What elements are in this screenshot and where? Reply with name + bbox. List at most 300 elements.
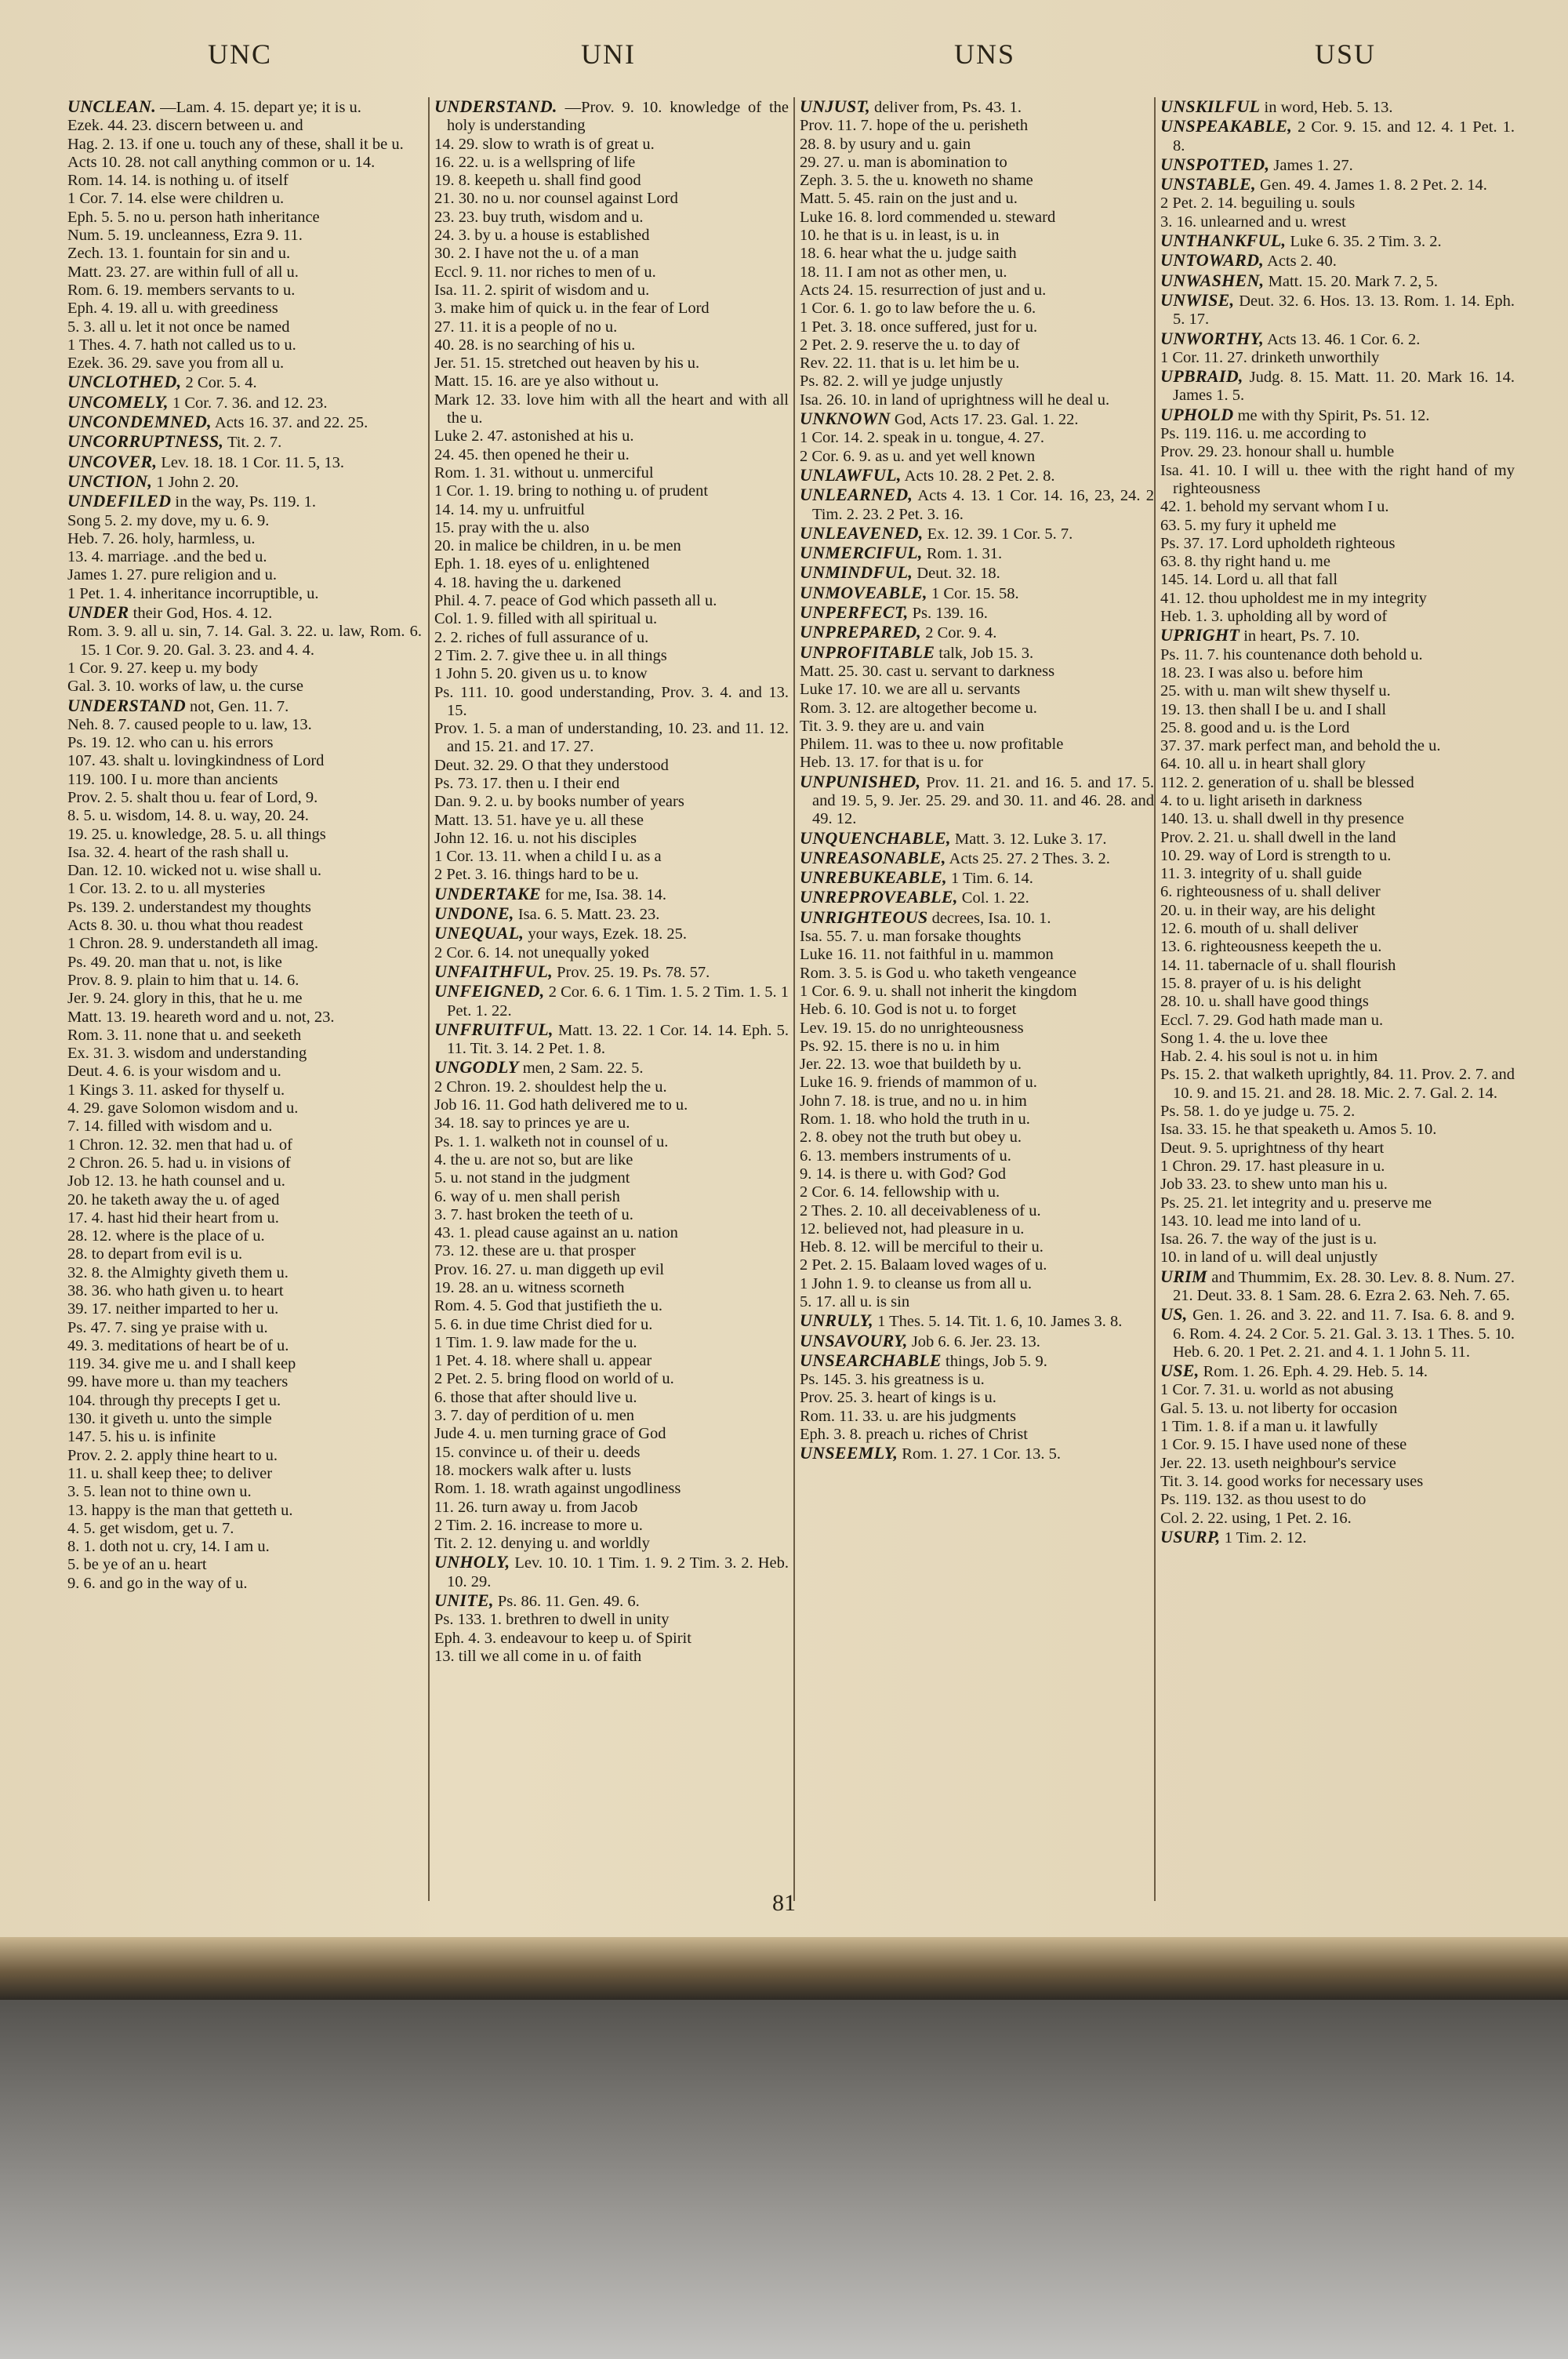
entry-text: Deut. 32. 29. O that they understood: [434, 756, 669, 774]
entry-text: Mark 12. 33. love him with all the heart and with all the u.: [434, 391, 789, 427]
entry-text: 1 Cor. 11. 27. drinketh unworthily: [1160, 348, 1380, 366]
entry-text: Heb. 7. 26. holy, harmless, u.: [67, 529, 256, 547]
entry-text: 73. 12. these are u. that prosper: [434, 1242, 636, 1260]
reference-entry: [800, 245, 1154, 263]
reference-entry: [800, 1275, 1154, 1293]
reference-entry: [800, 354, 1154, 373]
entry-text: 5. be ye of an u. heart: [67, 1556, 207, 1574]
entry-text: Job 16. 11. God hath delivered me to u.: [434, 1096, 688, 1114]
reference-entry: [67, 1063, 422, 1081]
entry-text: 1 John 5. 20. given us u. to know: [434, 665, 648, 683]
entry-text: 1 Tim. 6. 14.: [951, 870, 1033, 888]
headword: UNFRUITFUL,: [434, 1019, 554, 1039]
headword-entry: [800, 485, 1154, 524]
headword: UNCOMELY,: [67, 391, 169, 412]
reference-entry: [800, 1165, 1154, 1183]
headword: UNWASHEN,: [1160, 270, 1265, 290]
entry-text: Eph. 3. 8. preach u. riches of Christ: [800, 1426, 1028, 1444]
entry-text: Luke 6. 35. 2 Tim. 3. 2.: [1290, 233, 1442, 251]
reference-entry: [1160, 1249, 1515, 1267]
entry-text: —Lam. 4. 15. depart ye; it is u.: [160, 99, 361, 116]
headword: UPRIGHT: [1160, 625, 1240, 645]
headword: UNCLOTHED,: [67, 372, 182, 392]
entry-text: Prov. 25. 19. Ps. 78. 57.: [557, 963, 710, 981]
reference-entry: [67, 899, 422, 917]
reference-entry: [434, 793, 789, 811]
reference-entry: [434, 482, 789, 500]
headword-entry: [1160, 231, 1515, 251]
reference-entry: [1160, 443, 1515, 461]
entry-text: 2 Chron. 26. 5. had u. in visions of: [67, 1154, 291, 1172]
reference-entry: [800, 391, 1154, 409]
entry-text: 2 Pet. 2. 15. Balaam loved wages of u.: [800, 1256, 1047, 1274]
reference-entry: [1160, 1103, 1515, 1121]
entry-text: Ps. 58. 1. do ye judge u. 75. 2.: [1160, 1103, 1356, 1121]
reference-entry: [800, 117, 1154, 135]
entry-text: Prov. 25. 3. heart of kings is u.: [800, 1389, 996, 1407]
entry-text: 7. 14. filled with wisdom and u.: [67, 1118, 273, 1136]
reference-entry: [67, 1154, 422, 1172]
reference-entry: [67, 1447, 422, 1465]
entry-text: things, Job 5. 9.: [946, 1352, 1047, 1370]
entry-text: Song 1. 4. the u. love thee: [1160, 1029, 1328, 1047]
headword-entry: [800, 466, 1154, 485]
reference-entry: [800, 1426, 1154, 1444]
entry-text: their God, Hos. 4. 12.: [132, 605, 273, 623]
entry-text: Jer. 9. 24. glory in this, that he u. me: [67, 990, 303, 1008]
entry-text: 3. 16. unlearned and u. wrest: [1160, 213, 1346, 231]
reference-entry: [1160, 883, 1515, 901]
entry-text: Matt. 23. 27. are within full of all u.: [67, 263, 299, 281]
reference-entry: [800, 1256, 1154, 1274]
headword-entry: [434, 1591, 789, 1611]
reference-entry: [1160, 682, 1515, 700]
entry-text: 18. 6. hear what the u. judge saith: [800, 245, 1017, 263]
entry-text: 17. 4. hast hid their heart from u.: [67, 1209, 279, 1227]
reference-entry: [434, 519, 789, 537]
headword-entry: [67, 413, 422, 432]
entry-text: 2 Cor. 6. 14. not unequally yoked: [434, 943, 649, 961]
reference-entry: [67, 154, 422, 172]
entry-text: Tit. 2. 12. denying u. and worldly: [434, 1535, 650, 1553]
reference-entry: [434, 336, 789, 354]
headword-entry: [67, 472, 422, 492]
entry-text: Rom. 14. 14. is nothing u. of itself: [67, 172, 289, 190]
headword-entry: [800, 772, 1154, 829]
entry-text: 25. with u. man wilt shew thyself u.: [1160, 682, 1391, 700]
entry-text: 1 Thes. 4. 7. hath not called us to u.: [67, 336, 296, 354]
headword-entry: [800, 888, 1154, 907]
reference-entry: [434, 1499, 789, 1517]
reference-entry: [67, 862, 422, 880]
reference-entry: [434, 574, 789, 592]
entry-text: Ex. 12. 39. 1 Cor. 5. 7.: [927, 525, 1073, 543]
entry-text: Lev. 10. 10. 1 Tim. 1. 9. 2 Tim. 3. 2. Heb. 10. 29.: [447, 1554, 789, 1590]
reference-entry: [434, 1188, 789, 1206]
entry-text: John 12. 16. u. not his disciples: [434, 829, 637, 847]
reference-entry: [434, 944, 789, 962]
entry-text: Acts 13. 46. 1 Cor. 6. 2.: [1267, 330, 1421, 348]
entry-text: 43. 1. plead cause against an u. nation: [434, 1224, 678, 1242]
headword-entry: [800, 849, 1154, 868]
entry-text: in word, Heb. 5. 13.: [1264, 99, 1393, 116]
reference-entry: [67, 1373, 422, 1391]
headword-entry: [800, 623, 1154, 642]
entry-text: 10. in land of u. will deal unjustly: [1160, 1249, 1378, 1267]
column-divider: [793, 97, 795, 1901]
reference-entry: [434, 1407, 789, 1425]
reference-entry: [1160, 902, 1515, 920]
reference-entry: [800, 663, 1154, 681]
headword-entry: [434, 904, 789, 924]
reference-entry: [800, 946, 1154, 964]
reference-entry: [1160, 1140, 1515, 1158]
entry-text: Col. 1. 22.: [961, 889, 1029, 907]
headword-entry: [800, 908, 1154, 928]
headword: UNDONE,: [434, 903, 514, 924]
headword-entry: [800, 1351, 1154, 1371]
reference-entry: [434, 610, 789, 628]
reference-entry: [800, 1038, 1154, 1056]
entry-text: Ps. 133. 1. brethren to dwell in unity: [434, 1611, 670, 1629]
entry-text: 18. 23. I was also u. before him: [1160, 663, 1363, 682]
reference-entry: [800, 1238, 1154, 1256]
reference-entry: [800, 264, 1154, 282]
reference-entry: [1160, 938, 1515, 956]
entry-text: 4. 5. get wisdom, get u. 7.: [67, 1519, 234, 1537]
reference-entry: [800, 154, 1154, 172]
reference-entry: [67, 1245, 422, 1263]
reference-entry: [800, 429, 1154, 447]
reference-entry: [1160, 755, 1515, 773]
entry-text: Hab. 2. 4. his soul is not u. in him: [1160, 1048, 1378, 1066]
entry-text: 21. 30. no u. nor counsel against Lord: [434, 190, 678, 208]
entry-text: Eph. 1. 18. eyes of u. enlightened: [434, 555, 650, 573]
entry-text: 11. 26. turn away u. from Jacob: [434, 1498, 638, 1516]
reference-entry: [434, 684, 789, 721]
entry-text: 4. 18. having the u. darkened: [434, 573, 621, 591]
entry-text: Ps. 37. 17. Lord upholdeth righteous: [1160, 534, 1396, 552]
header-unc: UNC: [207, 38, 272, 70]
entry-text: 2 Cor. 9. 15. and 12. 4. 1 Pet. 1. 8.: [1173, 118, 1515, 154]
headword: UNMOVEABLE,: [800, 582, 927, 602]
reference-entry: [800, 448, 1154, 466]
reference-entry: [434, 190, 789, 208]
reference-entry: [800, 1129, 1154, 1147]
entry-text: 143. 10. lead me into land of u.: [1160, 1212, 1362, 1230]
reference-entry: [800, 1020, 1154, 1038]
reference-entry: [1160, 1176, 1515, 1194]
entry-text: Acts 25. 27. 2 Thes. 3. 2.: [949, 849, 1110, 867]
entry-text: 2. 2. riches of full assurance of u.: [434, 628, 649, 646]
reference-entry: [434, 264, 789, 282]
entry-text: Gal. 5. 13. u. not liberty for occasion: [1160, 1399, 1398, 1417]
reference-entry: [67, 1392, 422, 1410]
entry-text: Rom. 1. 31. without u. unmerciful: [434, 463, 654, 482]
reference-entry: [67, 1282, 422, 1300]
headword-entry: [67, 453, 422, 472]
entry-text: 119. 100. I u. more than ancients: [67, 770, 278, 788]
reference-entry: [1160, 1012, 1515, 1030]
entry-text: Matt. 13. 19. heareth word and u. not, 23.: [67, 1008, 335, 1026]
reference-entry: [1160, 1048, 1515, 1066]
entry-text: 6. righteousness of u. shall deliver: [1160, 883, 1381, 901]
entry-text: Acts 10. 28. not call anything common or u. 14.: [67, 153, 376, 171]
entry-text: 28. 10. u. shall have good things: [1160, 993, 1369, 1011]
reference-entry: [800, 336, 1154, 354]
headword-entry: [800, 1332, 1154, 1351]
headword: UNWORTHY,: [1160, 328, 1265, 348]
entry-text: 27. 11. it is a people of no u.: [434, 318, 618, 336]
reference-entry: [800, 928, 1154, 946]
header-uns: UNS: [953, 38, 1016, 70]
entry-text: James 1. 27.: [1273, 156, 1353, 174]
reference-entry: [1160, 1400, 1515, 1418]
entry-text: 2 Cor. 6. 9. as u. and yet well known: [800, 447, 1036, 465]
reference-entry: [1160, 535, 1515, 553]
entry-text: Rom. 1. 18. who hold the truth in u.: [800, 1110, 1030, 1129]
reference-entry: [67, 1556, 422, 1574]
reference-entry: [1160, 1491, 1515, 1509]
reference-entry: [434, 1078, 789, 1096]
reference-entry: [67, 1136, 422, 1154]
reference-entry: [67, 512, 422, 530]
reference-entry: [1160, 1436, 1515, 1454]
headword-entry: [800, 643, 1154, 663]
entry-text: Gen. 1. 26. and 3. 22. and 11. 7. Isa. 6. 8. and 9. 6. Rom. 4. 24. 2 Cor. 5. 21. Gal. 3. 13. 1 Thes. 5. 10. Heb. 6. 20. 1 Pet. 2. 21. and 4. 1. 1 John 5. 11.: [1173, 1307, 1515, 1361]
entry-text: Ps. 11. 7. his countenance doth behold u.: [1160, 645, 1423, 663]
reference-entry: [67, 917, 422, 935]
headword: UNWISE,: [1160, 289, 1235, 310]
headword: UNSTABLE,: [1160, 174, 1256, 194]
column-1: [67, 97, 422, 1901]
entry-text: 140. 13. u. shall dwell in thy presence: [1160, 810, 1404, 828]
entry-text: 2 Tim. 2. 16. increase to more u.: [434, 1516, 643, 1534]
reference-entry: [67, 1410, 422, 1428]
entry-text: 130. it giveth u. unto the simple: [67, 1410, 272, 1428]
reference-entry: [800, 1001, 1154, 1019]
entry-text: 2. 8. obey not the truth but obey u.: [800, 1129, 1022, 1147]
entry-text: 9. 14. is there u. with God? God: [800, 1165, 1007, 1183]
entry-text: 42. 1. behold my servant whom I u.: [1160, 498, 1389, 516]
entry-text: 63. 5. my fury it upheld me: [1160, 516, 1337, 534]
reference-entry: [434, 1114, 789, 1132]
entry-text: 4. the u. are not so, but are like: [434, 1150, 633, 1169]
reference-entry: [1160, 664, 1515, 682]
headword-entry: [434, 982, 789, 1020]
entry-text: James 1. 27. pure religion and u.: [67, 566, 278, 584]
headword: UNREASONABLE,: [800, 847, 946, 867]
headword: UNPROFITABLE: [800, 642, 935, 662]
reference-entry: [800, 736, 1154, 754]
headword: UNMERCIFUL,: [800, 543, 923, 563]
entry-text: Acts 4. 13. 1 Cor. 14. 16, 23, 24. 2 Tim. 2. 23. 2 Pet. 3. 16.: [812, 487, 1154, 523]
entry-text: Job 33. 23. to shew unto man his u.: [1160, 1176, 1388, 1194]
headword: UNTHANKFUL,: [1160, 231, 1287, 251]
entry-text: Ps. 19. 12. who can u. his errors: [67, 734, 274, 752]
headword: URIM: [1160, 1266, 1207, 1286]
reference-entry: [434, 1611, 789, 1629]
headword-entry: [1160, 405, 1515, 425]
headword-entry: [67, 97, 422, 117]
background-surface: [0, 2000, 1568, 2359]
entry-text: Matt. 15. 20. Mark 7. 2, 5.: [1268, 272, 1438, 290]
reference-entry: [67, 990, 422, 1008]
reference-entry: [434, 555, 789, 573]
reference-entry: [67, 1081, 422, 1100]
reference-entry: [800, 282, 1154, 300]
entry-text: Prov. 11. 7. hope of the u. perisheth: [800, 117, 1029, 135]
reference-entry: [434, 1279, 789, 1297]
entry-text: Zeph. 3. 5. the u. knoweth no shame: [800, 172, 1033, 190]
reference-entry: [67, 190, 422, 208]
entry-text: Deut. 32. 18.: [916, 565, 1000, 583]
entry-text: 28. 12. where is the place of u.: [67, 1227, 265, 1245]
reference-entry: [1160, 810, 1515, 828]
headword: USE,: [1160, 1361, 1200, 1381]
entry-text: 145. 14. Lord u. all that fall: [1160, 571, 1338, 589]
entry-text: 32. 8. the Almighty giveth them u.: [67, 1263, 289, 1281]
entry-text: Ps. 73. 17. then u. I their end: [434, 774, 620, 792]
entry-text: 10. 29. way of Lord is strength to u.: [1160, 846, 1392, 864]
reference-entry: [1160, 1121, 1515, 1139]
reference-entry: [67, 623, 422, 660]
reference-entry: [1160, 847, 1515, 865]
reference-entry: [434, 629, 789, 647]
entry-text: 1 Cor. 6. 9. u. shall not inherit the kingdom: [800, 982, 1077, 1000]
reference-entry: [1160, 425, 1515, 443]
entry-text: Dan. 9. 2. u. by books number of years: [434, 793, 684, 811]
reference-entry: [67, 844, 422, 862]
entry-text: Rom. 1. 27. 1 Cor. 13. 5.: [902, 1445, 1062, 1463]
headword: USURP,: [1160, 1526, 1221, 1547]
entry-text: 15. pray with the u. also: [434, 518, 590, 536]
entry-text: Acts 16. 37. and 22. 25.: [214, 414, 368, 432]
reference-entry: [800, 1147, 1154, 1165]
reference-entry: [800, 300, 1154, 318]
page-edge: [0, 1937, 1568, 2000]
reference-entry: [800, 227, 1154, 245]
headword: UNSEEMLY,: [800, 1443, 898, 1463]
reference-entry: [434, 720, 789, 757]
column-4: [1160, 97, 1515, 1901]
reference-entry: [67, 209, 422, 227]
reference-entry: [1160, 1381, 1515, 1399]
reference-entry: [67, 1483, 422, 1501]
entry-text: God, Acts 17. 23. Gal. 1. 22.: [894, 411, 1079, 429]
reference-entry: [1160, 737, 1515, 755]
entry-text: 30. 2. I have not the u. of a man: [434, 245, 639, 263]
headword: UNRULY,: [800, 1310, 873, 1331]
headword-entry: [67, 603, 422, 623]
entry-text: 1 Cor. 13. 2. to u. all mysteries: [67, 880, 266, 898]
headword: UNSPOTTED,: [1160, 154, 1270, 174]
entry-text: Rev. 22. 11. that is u. let him be u.: [800, 354, 1020, 373]
entry-text: Matt. 25. 30. cast u. servant to darkness: [800, 662, 1055, 680]
entry-text: Eccl. 9. 11. nor riches to men of u.: [434, 263, 656, 281]
reference-entry: [67, 227, 422, 245]
headword-entry: [434, 1058, 789, 1078]
entry-text: 1 Tim. 1. 9. law made for the u.: [434, 1333, 637, 1351]
reference-entry: [67, 678, 422, 696]
reference-entry: [434, 300, 789, 318]
entry-text: 1 Chron. 29. 17. hast pleasure in u.: [1160, 1157, 1385, 1175]
entry-text: 104. through thy precepts I get u.: [67, 1391, 281, 1409]
headword: UNQUENCHABLE,: [800, 827, 951, 848]
entry-text: Job 6. 6. Jer. 23. 13.: [911, 1332, 1040, 1350]
entry-text: 40. 28. is no searching of his u.: [434, 336, 636, 354]
headword: UNSPEAKABLE,: [1160, 116, 1293, 136]
reference-entry: [434, 354, 789, 373]
entry-text: Matt. 3. 12. Luke 3. 17.: [954, 830, 1107, 848]
reference-entry: [434, 446, 789, 464]
headword: UNDERSTAND: [67, 695, 186, 715]
reference-entry: [1160, 957, 1515, 975]
reference-entry: [434, 537, 789, 555]
entry-text: Tit. 3. 9. they are u. and vain: [800, 717, 985, 735]
headword: UNDEFILED: [67, 491, 172, 511]
entry-text: Col. 1. 9. filled with all spiritual u.: [434, 610, 658, 628]
reference-entry: [800, 190, 1154, 208]
reference-entry: [434, 209, 789, 227]
entry-text: 11. 3. integrity of u. shall guide: [1160, 865, 1363, 883]
entry-text: 14. 11. tabernacle of u. shall flourish: [1160, 956, 1396, 974]
headword: UNREBUKEABLE,: [800, 867, 947, 888]
reference-entry: [800, 681, 1154, 699]
entry-text: Ex. 31. 3. wisdom and understanding: [67, 1045, 307, 1063]
entry-text: 2 Pet. 2. 9. reserve the u. to day of: [800, 336, 1020, 354]
reference-entry: [1160, 194, 1515, 213]
reference-entry: [67, 1227, 422, 1245]
reference-entry: [67, 826, 422, 844]
entry-text: 1 Cor. 15. 58.: [931, 584, 1019, 602]
reference-entry: [434, 172, 789, 190]
reference-entry: [1160, 608, 1515, 626]
entry-text: 2 Cor. 6. 6. 1 Tim. 1. 5. 2 Tim. 1. 5. 1 Pet. 1. 22.: [447, 983, 789, 1020]
entry-text: 5. 17. all u. is sin: [800, 1293, 910, 1310]
reference-entry: [800, 209, 1154, 227]
headword: UNSAVOURY,: [800, 1330, 908, 1350]
reference-entry: [1160, 1158, 1515, 1176]
headword: UNEQUAL,: [434, 923, 524, 943]
reference-entry: [1160, 1455, 1515, 1473]
reference-entry: [434, 1425, 789, 1443]
entry-text: your ways, Ezek. 18. 25.: [528, 925, 688, 943]
entry-text: Gal. 3. 10. works of law, u. the curse: [67, 678, 303, 696]
reference-entry: [67, 1191, 422, 1209]
entry-text: Neh. 8. 7. caused people to u. law, 13.: [67, 715, 312, 733]
entry-text: 1 Kings 3. 11. asked for thyself u.: [67, 1081, 285, 1099]
entry-text: 23. 23. buy truth, wisdom and u.: [434, 208, 644, 226]
entry-text: 4. 29. gave Solomon wisdom and u.: [67, 1100, 299, 1118]
headword-entry: [67, 696, 422, 716]
entry-text: Jer. 22. 13. woe that buildeth by u.: [800, 1056, 1022, 1074]
headword-entry: [1160, 251, 1515, 271]
entry-text: —Prov. 9. 10. knowledge of the holy is understanding: [447, 99, 789, 135]
entry-text: 5. 3. all u. let it not once be named: [67, 318, 290, 336]
entry-text: 18. mockers walk after u. lusts: [434, 1461, 632, 1479]
headword: UNLEARNED,: [800, 485, 913, 505]
reference-entry: [434, 1261, 789, 1279]
entry-text: Ps. 49. 20. man that u. not, is like: [67, 953, 282, 971]
entry-text: Acts 8. 30. u. thou what thou readest: [67, 917, 303, 935]
page-number: 81: [772, 1890, 796, 1916]
reference-entry: [67, 954, 422, 972]
reference-entry: [67, 1502, 422, 1520]
header-usu: USU: [1314, 38, 1377, 70]
entry-text: Jer. 22. 13. useth neighbour's service: [1160, 1454, 1396, 1472]
reference-entry: [1160, 213, 1515, 231]
